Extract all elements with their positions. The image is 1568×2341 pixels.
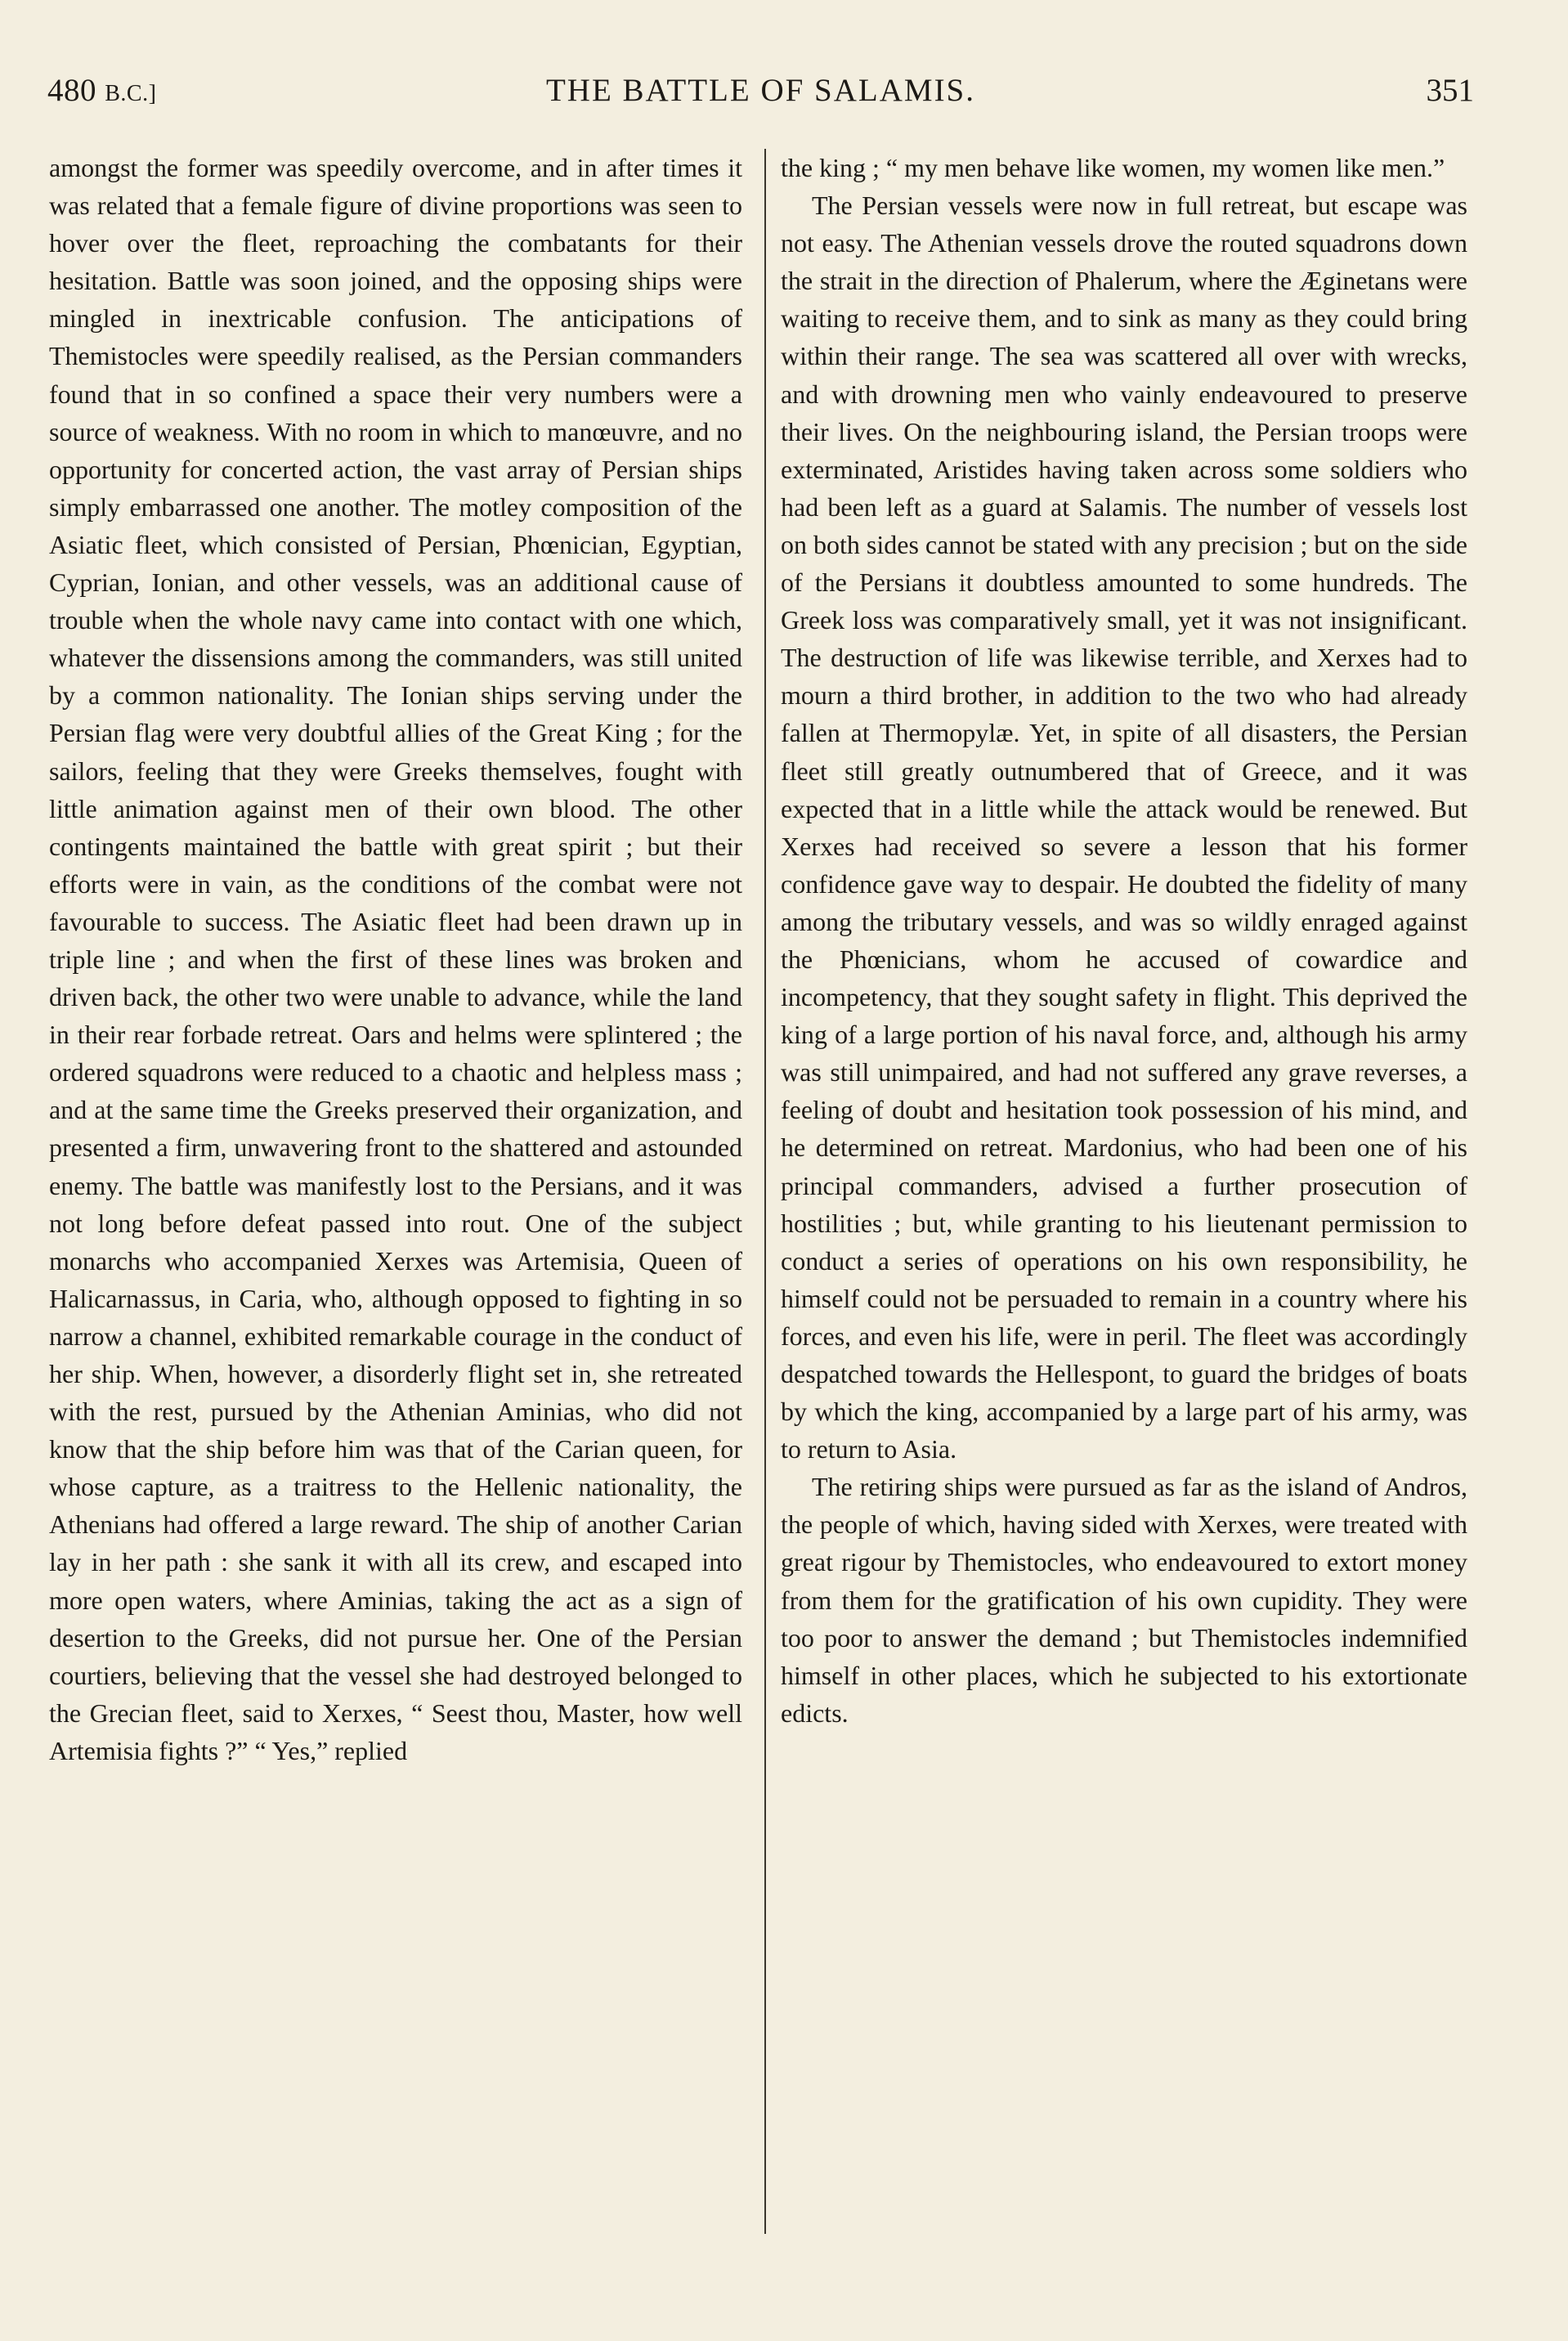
- page-number: 351: [1426, 73, 1474, 108]
- header-year: 480: [47, 73, 96, 108]
- header-title: THE BATTLE OF SALAMIS.: [545, 73, 975, 108]
- right-column: [781, 149, 1467, 1732]
- running-header: [47, 72, 1474, 121]
- column-divider: [764, 149, 766, 2234]
- paragraph: The retiring ships were pursued as far as the island of Andros, the people of which, having sided with Xerxes, were treated with great rigour by Themistocles, who endeavoured to extort money from them for the gratification of his own cupidity. They were too poor to answer the demand ; but Themistocles indemnified himself in other places, which he subjected to his extortionate edicts.: [781, 1472, 1467, 1728]
- paragraph: amongst the former was speedily overcome, and in after times it was related that a female figure of divine proportions was seen to hover over the fleet, reproaching the combatants for their hesitation. Battle was soon joined, and the opposing ships were mingled in inextricable confusion. The anticipations of Themistocles were speedily realised, as the Persian commanders found that in so confined a space their very numbers were a source of weakness. With no room in which to manœuvre, and no opportunity for concerted action, the vast array of Persian ships simply embarrassed one another. The motley composition of the Asiatic fleet, which consisted of Persian, Phœnician, Egyptian, Cyprian, Ionian, and other vessels, was an additional cause of trouble when the whole navy came into contact with one which, whatever the dissensions among the commanders, was still united by a common nationality. The Ionian ships serving under the Persian flag were very doubtful allies of the Great King ; for the sailors, feeling that they were Greeks themselves, fought with little animation against men of their own blood. The other contingents maintained the battle with great spirit ; but their efforts were in vain, as the conditions of the combat were not favourable to success. The Asiatic fleet had been drawn up in triple line ; and when the first of these lines was broken and driven back, the other two were unable to advance, while the land in their rear forbade retreat. Oars and helms were splintered ; the ordered squadrons were reduced to a chaotic and helpless mass ; and at the same time the Greeks preserved their organization, and presented a firm, unwavering front to the shattered and astounded enemy. The battle was manifestly lost to the Persians, and it was not long before defeat passed into rout. One of the subject monarchs who accompanied Xerxes was Artemisia, Queen of Halicarnassus, in Caria, who, although opposed to fighting in so narrow a channel, exhibited remarkable courage in the conduct of her ship. When, however, a disorderly flight set in, she retreated with the rest, pursued by the Athenian Aminias, who did not know that the ship before him was that of the Carian queen, for whose capture, as a traitress to the Hellenic nationality, the Athenians had offered a large reward. The ship of another Carian lay in her path : she sank it with all its crew, and escaped into more open waters, where Aminias, taking the act as a sign of desertion to the Greeks, did not pursue her. One of the Persian courtiers, believing that the vessel she had destroyed belonged to the Grecian fleet, said to Xerxes, “ Seest thou, Master, how well Artemisia fights ?” “ Yes,” replied: [49, 153, 742, 1765]
- paragraph: The Persian vessels were now in full retreat, but escape was not easy. The Athenian vessels drove the routed squadrons down the strait in the direction of Phalerum, where the Æginetans were waiting to receive them, and to sink as many as they could bring within their range. The sea was scattered all over with wrecks, and with drowning men who vainly endeavoured to preserve their lives. On the neighbouring island, the Persian troops were exterminated, Aristides having taken across some soldiers who had been left as a guard at Salamis. The number of vessels lost on both sides cannot be stated with any precision ; but on the side of the Persians it doubtless amounted to some hundreds. The Greek loss was comparatively small, yet it was not insignificant. The destruction of life was likewise terrible, and Xerxes had to mourn a third brother, in addition to the two who had already fallen at Thermopylæ. Yet, in spite of all disasters, the Persian fleet still greatly outnumbered that of Greece, and it was expected that in a little while the attack would be renewed. But Xerxes had received so severe a lesson that his former confidence gave way to despair. He doubted the fidelity of many among the tributary vessels, and was so wildly enraged against the Phœnicians, whom he accused of cowardice and incompetency, that they sought safety in flight. This deprived the king of a large portion of his naval force, and, although his army was still unimpaired, and had not suffered any grave reverses, a feeling of doubt and hesitation took possession of his mind, and he determined on retreat. Mardonius, who had been one of his principal commanders, advised a further prosecution of hostilities ; but, while granting to his lieutenant permission to conduct a series of operations on his own responsibility, he himself could not be persuaded to remain in a country where his forces, and even his life, were in peril. The fleet was accordingly despatched towards the Hellespont, to guard the bridges of boats by which the king, accompanied by a large part of his army, was to return to Asia.: [781, 191, 1467, 1464]
- left-column: [49, 149, 742, 1769]
- header-era: B.C.]: [105, 81, 157, 106]
- paragraph: the king ; “ my men behave like women, my women like men.”: [781, 153, 1445, 182]
